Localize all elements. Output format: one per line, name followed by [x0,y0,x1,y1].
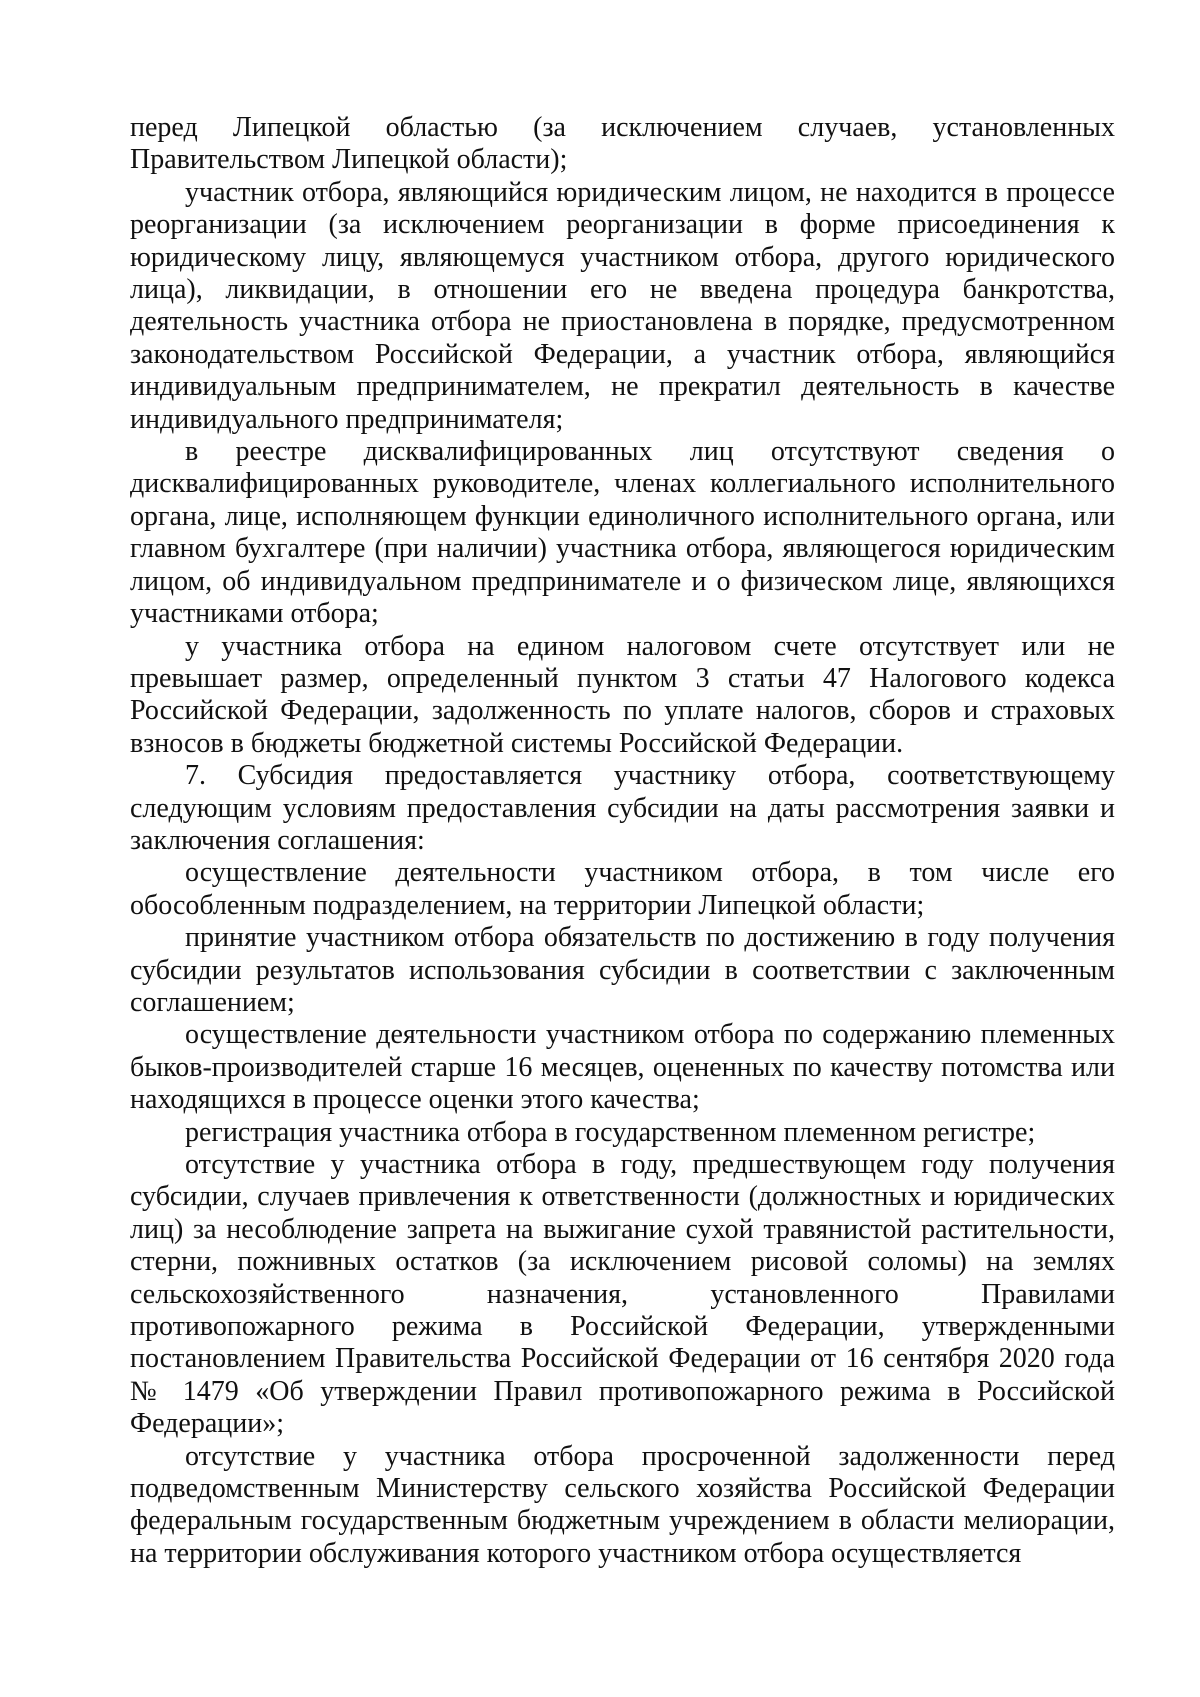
paragraph-item-7: 7. Субсидия предоставляется участнику отбора, соответствующему следующим условиям предоставления субсидии на даты рассмотрения заявки и заключения соглашения: [130,760,1115,856]
paragraph-breeding-bulls: осуществление деятельности участником отбора по содержанию племенных быков-производителей старше 16 месяцев, оцененных по качеству потомства или находящихся в процессе оценки этого качества; [130,1019,1115,1116]
paragraph-continuation: перед Липецкой областью (за исключением случаев, установленных Правительством Липецкой области); [130,112,1115,176]
paragraph-tax-account: у участника отбора на едином налоговом счете отсутствует или не превышает размер, определенный пунктом 3 статьи 47 Налогового кодекса Российской Федерации, задолженность по уплате налогов, сборов и страховых взносов в бюджеты бюджетной системы Российской Федерации. [130,630,1115,759]
paragraph-fire-safety: отсутствие у участника отбора в году, предшествующем году получения субсидии, случаев привлечения к ответственности (должностных и юридических лиц) за несоблюдение запрета на выжигание сухой травянистой растительности, стерни, пожнивных остатков (за исключением рисовой соломы) на землях сельскохозяйственного назначения, установленного Правилами противопожарного режима в Российской Федерации, утвержденными постановлением Правительства Российской Федерации от 16 сентября 2020 года № 1479 «Об утверждении Правил противопожарного режима в Российской Федерации»; [130,1149,1115,1440]
paragraph-reorganization: участник отбора, являющийся юридическим лицом, не находится в процессе реорганизации (за исключением реорганизации в форме присоединения к юридическому лицу, являющемуся участником отбора, другого юридического лица), ликвидации, в отношении его не введена процедура банкротства, деятельность участника отбора не приостановлена в порядке, предусмотренном законодательством Российской Федерации, а участник отбора, являющийся индивидуальным предпринимателем, не прекратил деятельность в качестве индивидуального предпринимателя; [130,176,1115,435]
paragraph-breeding-register: регистрация участника отбора в государственном племенном регистре; [185,1116,1036,1148]
paragraph-melioration-debt: отсутствие у участника отбора просроченной задолженности перед подведомственным Министерству сельского хозяйства Российской Федерации федеральным государственным бюджетным учреждением в области мелиорации, на территории обслуживания которого участником отбора осуществляется [130,1440,1115,1569]
document-page [130,112,1115,1570]
paragraph-obligations: принятие участником отбора обязательств по достижению в году получения субсидии результатов использования субсидии в соответствии с заключенным соглашением; [130,922,1115,1018]
paragraph-territory: осуществление деятельности участником отбора, в том числе его обособленным подразделением, на территории Липецкой области; [130,857,1115,921]
paragraph-disqualified-registry: в реестре дисквалифицированных лиц отсутствуют сведения о дисквалифицированных руководителе, членах коллегиального исполнительного органа, лице, исполняющем функции единоличного исполнительного органа, или главном бухгалтере (при наличии) участника отбора, являющегося юридическим лицом, об индивидуальном предпринимателе и о физическом лице, являющихся участниками отбора; [130,436,1115,630]
